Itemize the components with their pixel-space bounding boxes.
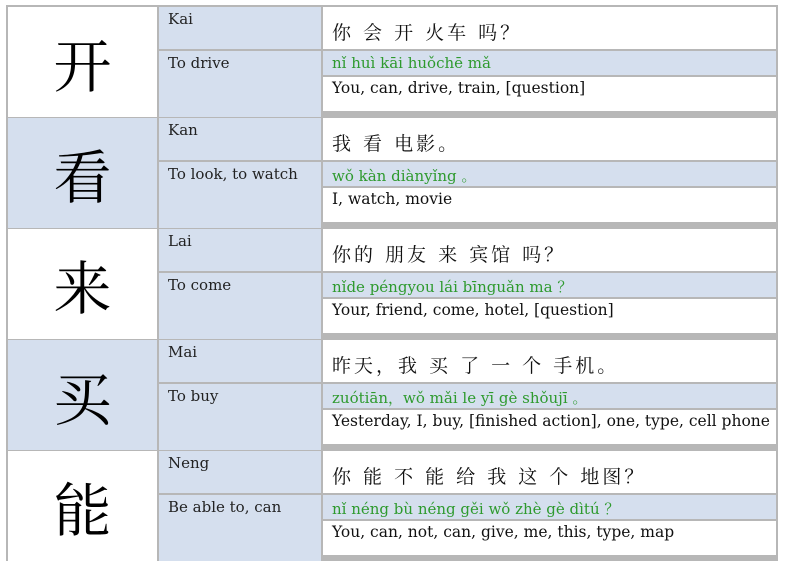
example-gloss: You, can, not, can, give, me, this, type, map (323, 521, 776, 555)
hanzi-character: 来 (8, 229, 157, 339)
meaning-label: Be able to, can (159, 495, 321, 561)
example-gloss: You, can, drive, train, [question] (323, 77, 776, 111)
meaning-label: To buy (159, 384, 321, 450)
example-gloss: Yesterday, I, buy, [finished action], one, type, cell phone (323, 410, 776, 444)
example-chinese: 昨天，我 买 了 一 个 手机。 (323, 340, 776, 382)
example-pinyin: nǐ huì kāi huǒchē mǎ (323, 51, 776, 75)
romanization-label: Kai (159, 7, 321, 49)
example-pinyin: zuótiān，wǒ mǎi le yī gè shǒujī 。 (323, 384, 776, 408)
example-chinese: 我 看 电影。 (323, 118, 776, 160)
romanization-label: Mai (159, 340, 321, 382)
example-chinese: 你的 朋友 来 宾馆 吗？ (323, 229, 776, 271)
example-chinese: 你 能 不 能 给 我 这 个 地图？ (323, 451, 776, 493)
hanzi-character: 开 (8, 7, 157, 117)
meaning-label: To drive (159, 51, 321, 117)
hanzi-character: 看 (8, 118, 157, 228)
example-gloss: I, watch, movie (323, 188, 776, 222)
example-gloss: Your, friend, come, hotel, [question] (323, 299, 776, 333)
example-pinyin: wǒ kàn diànyǐng 。 (323, 162, 776, 186)
romanization-label: Neng (159, 451, 321, 493)
vocabulary-table (6, 5, 778, 561)
hanzi-character: 买 (8, 340, 157, 450)
example-chinese: 你 会 开 火车 吗？ (323, 7, 776, 49)
romanization-label: Kan (159, 118, 321, 160)
vocab-row-kan (8, 118, 776, 228)
vocab-row-lai (8, 229, 776, 339)
romanization-label: Lai (159, 229, 321, 271)
vocab-row-neng (8, 451, 776, 561)
meaning-label: To look, to watch (159, 162, 321, 228)
vocab-row-kai (8, 7, 776, 117)
hanzi-character: 能 (8, 451, 157, 561)
example-pinyin: nǐ néng bù néng gěi wǒ zhè gè dìtú ？ (323, 495, 776, 519)
example-pinyin: nǐde péngyou lái bīnguǎn ma ？ (323, 273, 776, 297)
vocab-row-mai (8, 340, 776, 450)
meaning-label: To come (159, 273, 321, 339)
